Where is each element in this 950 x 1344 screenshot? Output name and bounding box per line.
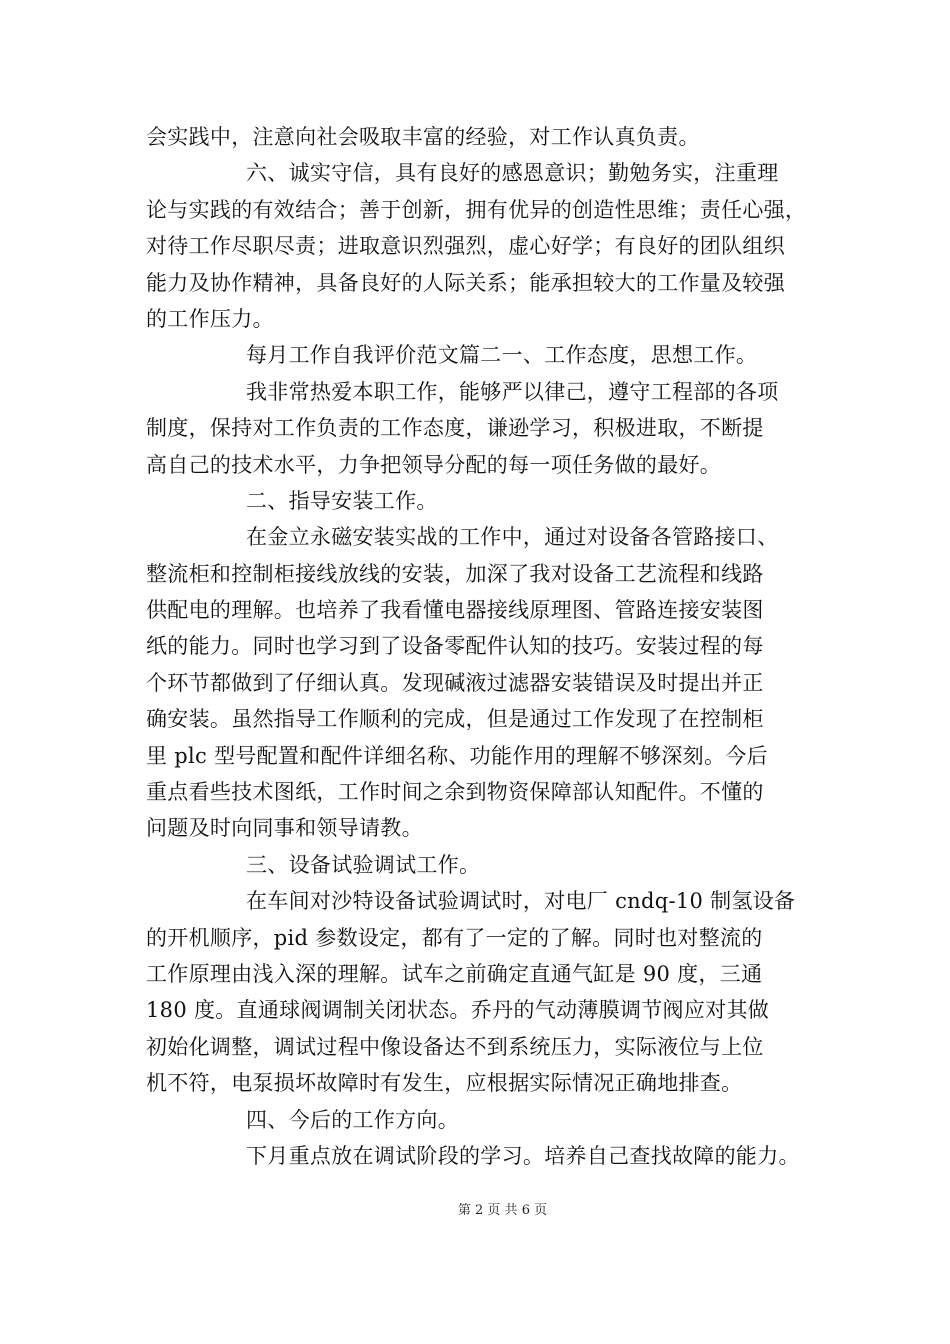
text-line: 里 plc 型号配置和配件详细名称、功能作用的理解不够深刻。今后 bbox=[146, 743, 768, 768]
text-line: 确安装。虽然指导工作顺利的完成，但是通过工作发现了在控制柜 bbox=[146, 707, 764, 732]
text-line: 供配电的理解。也培养了我看懂电器接线原理图、管路连接安装图 bbox=[146, 598, 764, 623]
text-line: 180 度。直通球阀调制关闭状态。乔丹的气动薄膜调节阀应对其做 bbox=[146, 998, 770, 1023]
text-line: 在车间对沙特设备试验调试时，对电厂 cndq-10 制氢设备 bbox=[246, 889, 796, 914]
document-body bbox=[146, 119, 822, 1174]
text-line: 问题及时向同事和领导请教。 bbox=[146, 816, 423, 841]
text-line: 下月重点放在调试阶段的学习。培养自己查找故障的能力。 bbox=[246, 1143, 800, 1168]
text-line: 个环节都做到了仔细认真。发现碱液过滤器安装错误及时提出并正 bbox=[146, 670, 764, 695]
section-heading: 三、设备试验调试工作。 bbox=[246, 852, 481, 877]
section-heading: 四、今后的工作方向。 bbox=[246, 1107, 459, 1132]
text-line: 高自己的技术水平，力争把领导分配的每一项任务做的最好。 bbox=[146, 452, 722, 477]
section-heading: 二、指导安装工作。 bbox=[246, 488, 438, 513]
text-line: 重点看些技术图纸，工作时间之余到物资保障部认知配件。不懂的 bbox=[146, 780, 764, 805]
text-line: 制度，保持对工作负责的工作态度，谦逊学习，积极进取，不断提 bbox=[146, 416, 764, 441]
text-line: 会实践中，注意向社会吸取丰富的经验，对工作认真负责。 bbox=[146, 125, 700, 149]
text-line: 的开机顺序，pid 参数设定，都有了一定的了解。同时也对整流的 bbox=[146, 925, 763, 950]
text-line: 我非常热爱本职工作，能够严以律己，遵守工程部的各项 bbox=[246, 379, 779, 404]
text-line: 的工作压力。 bbox=[146, 306, 274, 331]
text-line: 纸的能力。同时也学习到了设备零配件认知的技巧。安装过程的每 bbox=[146, 634, 764, 659]
text-line: 论与实践的有效结合；善于创新，拥有优异的创造性思维；责任心强， bbox=[146, 197, 807, 222]
text-line: 机不符，电泵损坏故障时有发生，应根据实际情况正确地排查。 bbox=[146, 1071, 743, 1096]
section-heading: 每月工作自我评价范文篇二一、工作态度，思想工作。 bbox=[246, 343, 758, 368]
text-line: 六、诚实守信，具有良好的感恩意识；勤勉务实，注重理 bbox=[246, 161, 779, 186]
text-line: 整流柜和控制柜接线放线的安装，加深了我对设备工艺流程和线路 bbox=[146, 561, 764, 586]
text-line: 对待工作尽职尽责；进取意识烈强烈，虚心好学；有良好的团队组织 bbox=[146, 234, 785, 259]
text-line: 在金立永磁安装实战的工作中，通过对设备各管路接口、 bbox=[246, 525, 779, 550]
page-number-footer: 第 2 页 共 6 页 bbox=[457, 1203, 548, 1218]
text-line: 初始化调整，调试过程中像设备达不到系统压力，实际液位与上位 bbox=[146, 1034, 764, 1059]
text-line: 工作原理由浅入深的理解。试车之前确定直通气缸是 90 度，三通 bbox=[146, 961, 763, 986]
text-line: 能力及协作精神，具备良好的人际关系；能承担较大的工作量及较强 bbox=[146, 270, 785, 295]
